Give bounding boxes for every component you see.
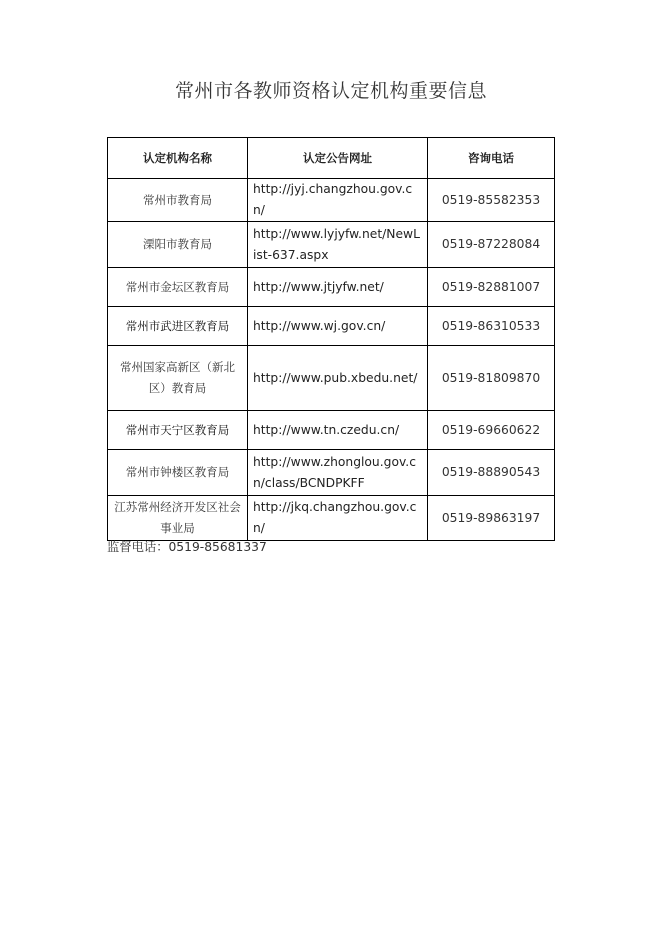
- table-row: [108, 307, 555, 346]
- announcement-url-cell[interactable]: http://jkq.changzhou.gov.cn/: [248, 496, 428, 541]
- institution-name-cell: 江苏常州经济开发区社会事业局: [108, 496, 248, 541]
- table-header-row: [108, 138, 555, 179]
- header-institution-name: 认定机构名称: [108, 138, 248, 179]
- announcement-url-cell[interactable]: http://www.zhonglou.gov.cn/class/BCNDPKFF: [248, 450, 428, 496]
- consult-phone-cell: 0519-87228084: [428, 222, 555, 268]
- table-row: [108, 411, 555, 450]
- table-row: [108, 346, 555, 411]
- table-row: [108, 179, 555, 222]
- consult-phone-cell: 0519-85582353: [428, 179, 555, 222]
- consult-phone-cell: 0519-69660622: [428, 411, 555, 450]
- page-title: 常州市各教师资格认定机构重要信息: [174, 80, 487, 102]
- announcement-url-cell[interactable]: http://www.pub.xbedu.net/: [248, 346, 428, 411]
- consult-phone-cell: 0519-88890543: [428, 450, 555, 496]
- consult-phone-cell: 0519-81809870: [428, 346, 555, 411]
- institution-table: [107, 137, 555, 541]
- announcement-url-cell[interactable]: http://www.tn.czedu.cn/: [248, 411, 428, 450]
- header-consult-phone: 咨询电话: [428, 138, 555, 179]
- table-row: [108, 496, 555, 541]
- announcement-url-cell[interactable]: http://www.jtjyfw.net/: [248, 268, 428, 307]
- table-row: [108, 268, 555, 307]
- institution-name-cell: 常州国家高新区（新北区）教育局: [108, 346, 248, 411]
- header-announcement-url: 认定公告网址: [248, 138, 428, 179]
- institution-name-cell: 常州市天宁区教育局: [108, 411, 248, 450]
- consult-phone-cell: 0519-82881007: [428, 268, 555, 307]
- institution-name-cell: 溧阳市教育局: [108, 222, 248, 268]
- consult-phone-cell: 0519-86310533: [428, 307, 555, 346]
- institution-name-cell: 常州市武进区教育局: [108, 307, 248, 346]
- announcement-url-cell[interactable]: http://www.lyjyfw.net/NewList-637.aspx: [248, 222, 428, 268]
- table-row: [108, 450, 555, 496]
- table-row: [108, 222, 555, 268]
- supervision-phone: 监督电话：0519-85681337: [107, 540, 267, 554]
- institution-name-cell: 常州市教育局: [108, 179, 248, 222]
- announcement-url-cell[interactable]: http://jyj.changzhou.gov.cn/: [248, 179, 428, 222]
- institution-name-cell: 常州市金坛区教育局: [108, 268, 248, 307]
- consult-phone-cell: 0519-89863197: [428, 496, 555, 541]
- announcement-url-cell[interactable]: http://www.wj.gov.cn/: [248, 307, 428, 346]
- institution-name-cell: 常州市钟楼区教育局: [108, 450, 248, 496]
